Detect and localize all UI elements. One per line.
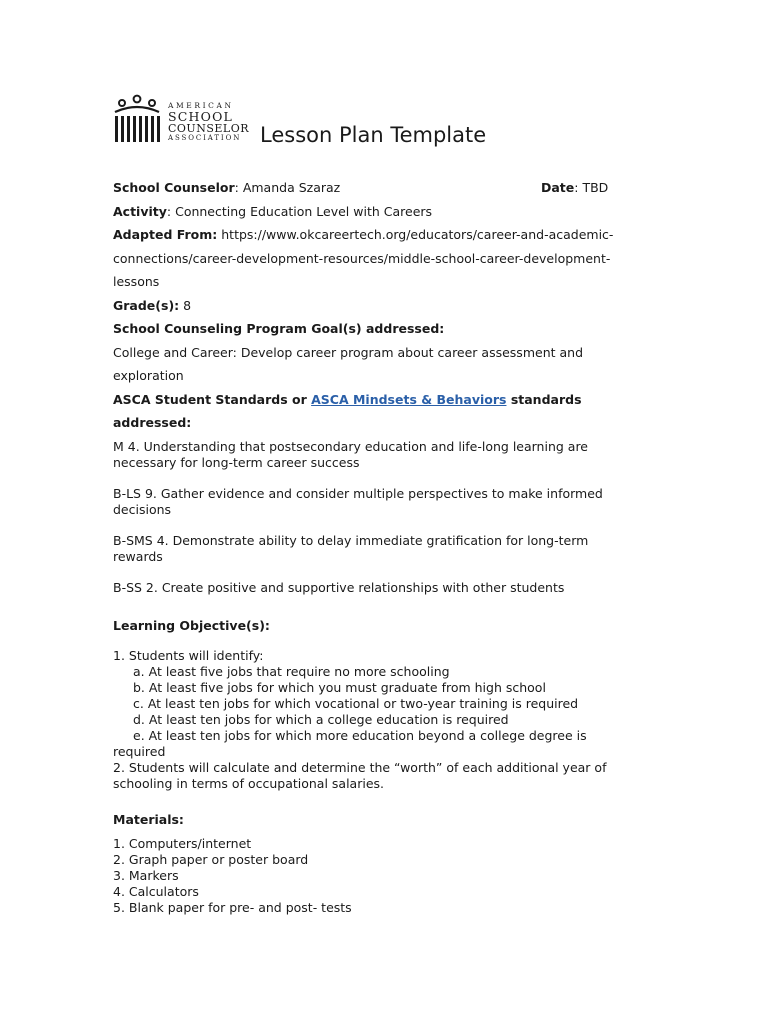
standards-heading-pre: ASCA Student Standards or [113,391,312,407]
goal-heading: School Counseling Program Goal(s) addressed: [113,321,445,336]
document-header [113,90,653,162]
standard-item-line2: rewards [113,549,163,564]
standards-heading-line2: addressed: [113,415,192,430]
activity-label: Activity [113,203,167,219]
material-item: 3. Markers [113,868,179,883]
standard-item [113,439,653,472]
material-item: 5. Blank paper for pre- and post- tests [113,900,352,915]
lesson-plan-page [113,90,653,916]
standard-item-line1: B-SMS 4. Demonstrate ability to delay immediate gratification for long-term [113,532,589,548]
standards-heading [113,388,653,412]
asca-people-columns-icon [113,92,165,148]
asca-mindsets-link[interactable]: ASCA Mindsets & Behaviors [311,391,507,407]
logo-line-school: SCHOOL [168,108,234,124]
grade-label: Grade(s): [113,297,180,313]
standard-item [113,580,653,597]
material-item: 2. Graph paper or poster board [113,852,309,867]
adapted-url-line3: lessons [113,274,160,289]
standard-item [113,533,653,566]
logo-line-american: AMERICAN [168,101,234,110]
materials-list [113,836,653,916]
asca-logo [113,92,253,148]
standard-item-line2: decisions [113,502,172,517]
activity-value: : Connecting Education Level with Careers [166,203,433,219]
standard-item-line1: B-SS 2. Create positive and supportive relationships with other students [113,579,565,595]
adapted-url-line2: connections/career-development-resources/middle-school-career-development- [113,250,611,266]
objective-sub-continuation: required [113,744,166,759]
objective-sub-item: a. At least five jobs that require no more schooling [133,664,450,679]
objective-item2-line2: schooling in terms of occupational salaries. [113,776,384,791]
material-item: 1. Computers/internet [113,836,252,851]
objective-intro: 1. Students will identify: [113,648,264,663]
goal-text-line2: exploration [113,368,184,383]
objectives-list [113,648,653,792]
objective-sub-item: d. At least ten jobs for which a college education is required [133,712,509,727]
objectives-heading: Learning Objective(s): [113,618,270,633]
activity-row [113,200,653,224]
standard-item-line1: B-LS 9. Gather evidence and consider multiple perspectives to make informed [113,485,603,501]
objective-sub-item: e. At least ten jobs for which more education beyond a college degree is [133,728,587,743]
logo-wordmark [168,102,249,142]
adapted-from-row [113,223,653,247]
standard-item-line2: necessary for long-term career success [113,455,360,470]
counselor-label: School Counselor [113,180,235,195]
counselor-value: : Amanda Szaraz [234,180,341,195]
material-item: 4. Calculators [113,884,199,899]
grade-row [113,294,653,318]
objective-sub-item: c. At least ten jobs for which vocational or two-year training is required [133,696,579,711]
adapted-label: Adapted From: [113,227,218,242]
adapted-url-line1: https://www.okcareertech.org/educators/career-and-academic- [217,227,614,242]
logo-line-association: ASSOCIATION [168,134,242,142]
objective-sub-item: b. At least five jobs for which you must graduate from high school [133,680,546,695]
counselor-row [113,176,653,200]
logo-line-counselor: COUNSELOR [168,122,250,135]
standards-heading-post: standards [506,391,582,407]
objective-item2-line1: 2. Students will calculate and determine the “worth” of each additional year of [113,760,607,775]
standard-item-line1: M 4. Understanding that postsecondary education and life-long learning are [113,438,588,454]
goal-text-line1: College and Career: Develop career program about career assessment and [113,344,584,360]
materials-heading: Materials: [113,812,184,827]
date-label: Date [541,180,575,195]
page-title: Lesson Plan Template [260,123,487,147]
grade-value: 8 [179,297,192,313]
standard-item [113,486,653,519]
date-value: : TBD [574,180,609,195]
